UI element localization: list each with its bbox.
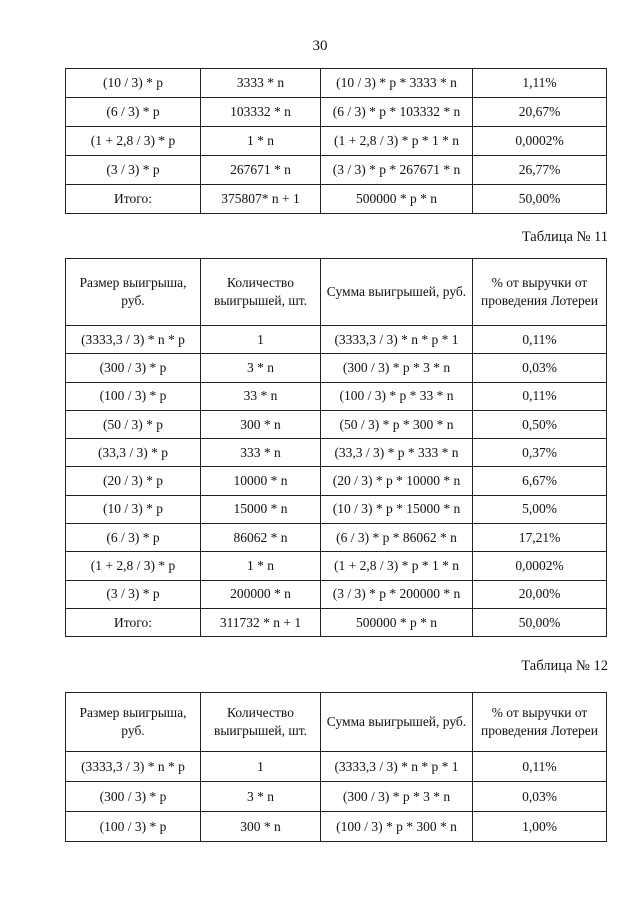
- prize-table-12: [65, 692, 607, 842]
- cell-prize-size: (100 / 3) * p: [66, 812, 201, 842]
- cell-prize-size: Итого:: [66, 608, 201, 636]
- table-row: [66, 467, 607, 495]
- table-row: [66, 326, 607, 354]
- table-row: [66, 752, 607, 782]
- table-row: [66, 185, 607, 214]
- cell-prize-size: (1 + 2,8 / 3) * p: [66, 552, 201, 580]
- table-row: [66, 69, 607, 98]
- cell-prize-count: 300 * n: [201, 812, 321, 842]
- cell-revenue-percent: 50,00%: [473, 185, 607, 214]
- cell-prize-sum: (3333,3 / 3) * n * p * 1: [321, 326, 473, 354]
- header-revenue-percent: % от выручки от проведения Лотереи: [473, 693, 607, 752]
- page-number: 30: [312, 38, 328, 54]
- cell-prize-size: (3 / 3) * p: [66, 580, 201, 608]
- table-row: [66, 98, 607, 127]
- cell-prize-size: (6 / 3) * p: [66, 98, 201, 127]
- cell-revenue-percent: 1,11%: [473, 69, 607, 98]
- cell-prize-size: (10 / 3) * p: [66, 69, 201, 98]
- cell-prize-size: (3333,3 / 3) * n * p: [66, 326, 201, 354]
- cell-prize-sum: (33,3 / 3) * p * 333 * n: [321, 439, 473, 467]
- cell-revenue-percent: 20,67%: [473, 98, 607, 127]
- table-row: [66, 439, 607, 467]
- cell-prize-sum: (6 / 3) * p * 103332 * n: [321, 98, 473, 127]
- cell-prize-count: 10000 * n: [201, 467, 321, 495]
- cell-prize-sum: 500000 * p * n: [321, 608, 473, 636]
- table-row: [66, 382, 607, 410]
- table-12-caption: Таблица № 12: [521, 658, 608, 674]
- table-row: [66, 495, 607, 523]
- cell-prize-size: (100 / 3) * p: [66, 382, 201, 410]
- cell-prize-sum: (1 + 2,8 / 3) * p * 1 * n: [321, 552, 473, 580]
- cell-prize-size: (300 / 3) * p: [66, 782, 201, 812]
- table-row: [66, 354, 607, 382]
- table-row: [66, 608, 607, 636]
- cell-prize-count: 33 * n: [201, 382, 321, 410]
- cell-revenue-percent: 0,50%: [473, 410, 607, 438]
- cell-prize-count: 3 * n: [201, 354, 321, 382]
- cell-revenue-percent: 0,03%: [473, 782, 607, 812]
- header-prize-count: Количество выигрышей, шт.: [201, 259, 321, 326]
- cell-prize-sum: (300 / 3) * p * 3 * n: [321, 354, 473, 382]
- table-row: [66, 552, 607, 580]
- cell-prize-count: 311732 * n + 1: [201, 608, 321, 636]
- cell-prize-size: (50 / 3) * p: [66, 410, 201, 438]
- cell-prize-size: (3333,3 / 3) * n * p: [66, 752, 201, 782]
- table-row: [66, 782, 607, 812]
- table-row: [66, 580, 607, 608]
- cell-prize-sum: (100 / 3) * p * 300 * n: [321, 812, 473, 842]
- cell-prize-count: 300 * n: [201, 410, 321, 438]
- table-11-caption: Таблица № 11: [521, 229, 608, 245]
- cell-prize-size: (6 / 3) * p: [66, 524, 201, 552]
- header-prize-size: Размер выигрыша, руб.: [66, 693, 201, 752]
- header-prize-sum: Сумма выигрышей, руб.: [321, 693, 473, 752]
- cell-prize-sum: (3 / 3) * p * 200000 * n: [321, 580, 473, 608]
- header-revenue-percent: % от выручки от проведения Лотереи: [473, 259, 607, 326]
- cell-revenue-percent: 1,00%: [473, 812, 607, 842]
- cell-prize-count: 3333 * n: [201, 69, 321, 98]
- table-header-row: [66, 259, 607, 326]
- cell-prize-sum: (3 / 3) * p * 267671 * n: [321, 156, 473, 185]
- cell-prize-size: (3 / 3) * p: [66, 156, 201, 185]
- cell-prize-count: 103332 * n: [201, 98, 321, 127]
- cell-revenue-percent: 17,21%: [473, 524, 607, 552]
- cell-prize-sum: (1 + 2,8 / 3) * p * 1 * n: [321, 127, 473, 156]
- cell-prize-sum: (100 / 3) * p * 33 * n: [321, 382, 473, 410]
- cell-prize-count: 1: [201, 752, 321, 782]
- table-row: [66, 812, 607, 842]
- cell-prize-sum: (6 / 3) * p * 86062 * n: [321, 524, 473, 552]
- header-prize-size: Размер выигрыша, руб.: [66, 259, 201, 326]
- table-row: [66, 156, 607, 185]
- cell-prize-count: 3 * n: [201, 782, 321, 812]
- cell-revenue-percent: 0,11%: [473, 326, 607, 354]
- table-row: [66, 410, 607, 438]
- cell-prize-size: Итого:: [66, 185, 201, 214]
- header-prize-count: Количество выигрышей, шт.: [201, 693, 321, 752]
- cell-prize-size: (20 / 3) * p: [66, 467, 201, 495]
- cell-prize-sum: (3333,3 / 3) * n * p * 1: [321, 752, 473, 782]
- cell-prize-count: 200000 * n: [201, 580, 321, 608]
- cell-prize-count: 1 * n: [201, 552, 321, 580]
- cell-revenue-percent: 0,0002%: [473, 127, 607, 156]
- cell-revenue-percent: 6,67%: [473, 467, 607, 495]
- cell-prize-sum: (300 / 3) * p * 3 * n: [321, 782, 473, 812]
- cell-revenue-percent: 0,03%: [473, 354, 607, 382]
- cell-prize-size: (1 + 2,8 / 3) * p: [66, 127, 201, 156]
- table-row: [66, 127, 607, 156]
- cell-prize-count: 333 * n: [201, 439, 321, 467]
- cell-prize-size: (10 / 3) * p: [66, 495, 201, 523]
- cell-prize-sum: 500000 * p * n: [321, 185, 473, 214]
- cell-prize-count: 375807* n + 1: [201, 185, 321, 214]
- cell-revenue-percent: 5,00%: [473, 495, 607, 523]
- cell-revenue-percent: 26,77%: [473, 156, 607, 185]
- cell-revenue-percent: 0,11%: [473, 382, 607, 410]
- prize-table-continued: [65, 68, 607, 214]
- cell-revenue-percent: 20,00%: [473, 580, 607, 608]
- cell-prize-size: (33,3 / 3) * p: [66, 439, 201, 467]
- cell-revenue-percent: 0,37%: [473, 439, 607, 467]
- table-header-row: [66, 693, 607, 752]
- prize-table-11: [65, 258, 607, 637]
- cell-revenue-percent: 0,11%: [473, 752, 607, 782]
- cell-prize-count: 267671 * n: [201, 156, 321, 185]
- table-row: [66, 524, 607, 552]
- cell-revenue-percent: 0,0002%: [473, 552, 607, 580]
- cell-revenue-percent: 50,00%: [473, 608, 607, 636]
- header-prize-sum: Сумма выигрышей, руб.: [321, 259, 473, 326]
- cell-prize-sum: (10 / 3) * p * 3333 * n: [321, 69, 473, 98]
- cell-prize-count: 15000 * n: [201, 495, 321, 523]
- cell-prize-count: 1 * n: [201, 127, 321, 156]
- cell-prize-sum: (10 / 3) * p * 15000 * n: [321, 495, 473, 523]
- cell-prize-sum: (50 / 3) * p * 300 * n: [321, 410, 473, 438]
- cell-prize-count: 1: [201, 326, 321, 354]
- cell-prize-sum: (20 / 3) * p * 10000 * n: [321, 467, 473, 495]
- cell-prize-count: 86062 * n: [201, 524, 321, 552]
- cell-prize-size: (300 / 3) * p: [66, 354, 201, 382]
